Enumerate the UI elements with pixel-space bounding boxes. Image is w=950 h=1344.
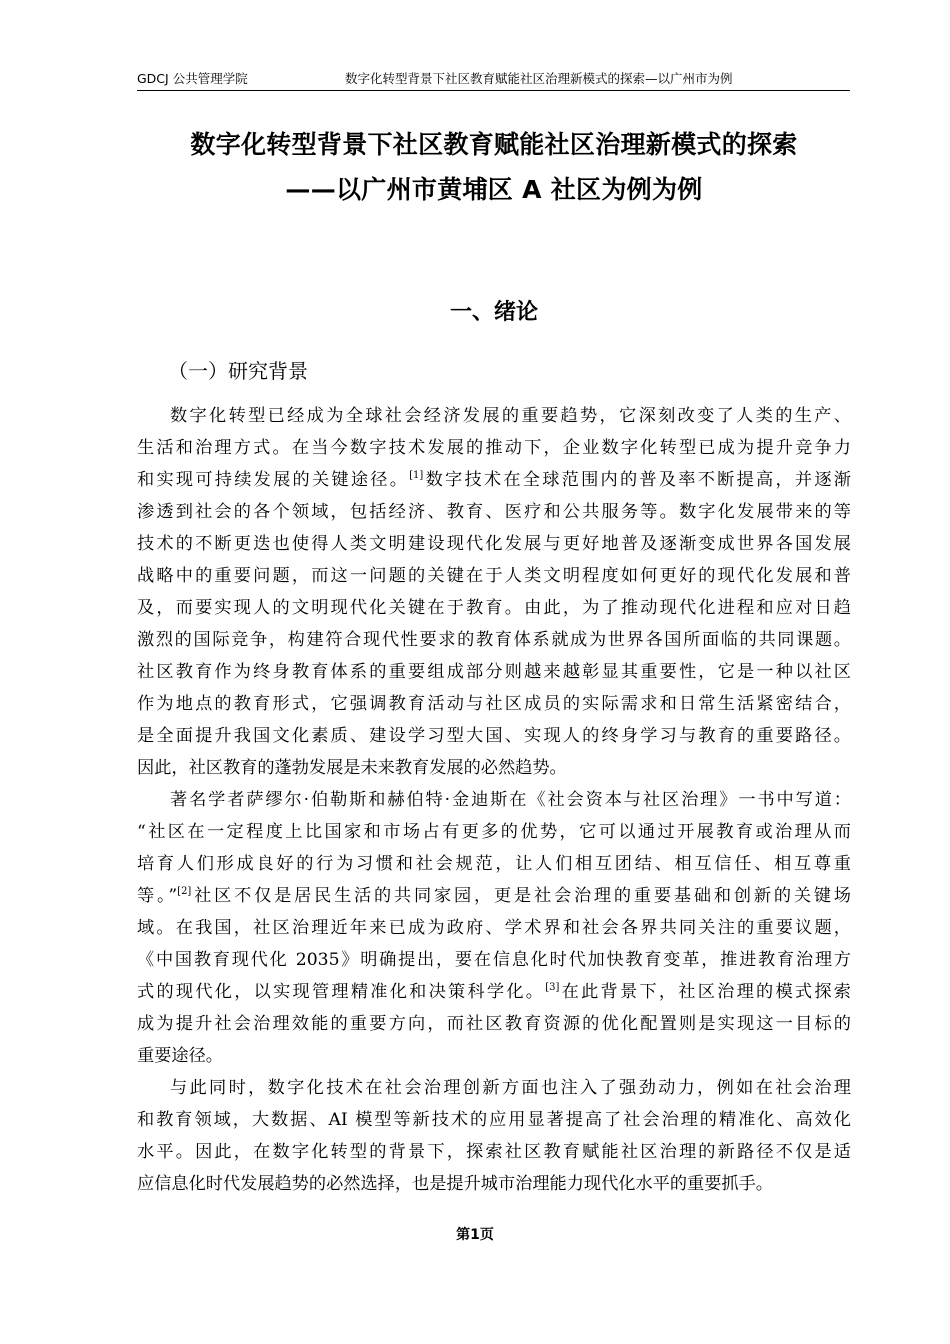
header-institution: GDCJ 公共管理学院 bbox=[137, 71, 248, 86]
body-text-line: 作为地点的教育形式，它强调教育活动与社区成员的实际需求和日常生活紧密结合， bbox=[137, 694, 851, 714]
body-text-line: 成为提升社会治理效能的重要方向，而社区教育资源的优化配置则是实现这一目标的 bbox=[137, 1014, 851, 1034]
body-text-line: 社区教育作为终身教育体系的重要组成部分则越来越彰显其重要性，它是一种以社区 bbox=[137, 662, 851, 682]
body-text-line: 应信息化时代发展趋势的必然选择，也是提升城市治理能力现代化水平的重要抓手。 bbox=[137, 1174, 773, 1194]
body-text-line: 战略中的重要问题，而这一问题的关键在于人类文明程度如何更好的现代化发展和普 bbox=[137, 566, 851, 586]
body-text-line: 式的现代化，以实现管理精准化和决策科学化。[3]在此背景下，社区治理的模式探索 bbox=[137, 982, 851, 1002]
section-heading: 一、绪论 bbox=[449, 300, 538, 325]
body-text-line: 数字化转型已经成为全球社会经济发展的重要趋势，它深刻改变了人类的生产、 bbox=[170, 406, 851, 426]
running-header bbox=[137, 70, 850, 91]
body-text-line: 等。”[2]社区不仅是居民生活的共同家园，更是社会治理的重要基础和创新的关键场 bbox=[137, 886, 851, 906]
body-text-line: 著名学者萨缪尔·伯勒斯和赫伯特·金迪斯在《社会资本与社区治理》一书中写道： bbox=[170, 790, 851, 810]
header-paper-title: 数字化转型背景下社区教育赋能社区治理新模式的探索—以广州市为例 bbox=[345, 71, 733, 86]
body-text-line: 和实现可持续发展的关键途径。[1]数字技术在全球范围内的普及率不断提高，并逐渐 bbox=[137, 470, 851, 490]
body-text-line: 是全面提升我国文化素质、建设学习型大国、实现人的终身学习与教育的重要路径。 bbox=[137, 726, 851, 746]
body-text-line: 渗透到社会的各个领域，包括经济、教育、医疗和公共服务等。数字化发展带来的等 bbox=[137, 502, 851, 522]
citation-marker: [2] bbox=[177, 886, 192, 897]
body-text-line: 技术的不断更迭也使得人类文明建设现代化发展与更好地普及逐渐变成世界各国发展 bbox=[137, 534, 851, 554]
document-title: 数字化转型背景下社区教育赋能社区治理新模式的探索 bbox=[190, 130, 798, 159]
body-text-line: “社区在一定程度上比国家和市场占有更多的优势，它可以通过开展教育或治理从而 bbox=[137, 822, 851, 842]
document-subtitle: ——以广州市黄埔区 A 社区为例为例 bbox=[285, 175, 703, 204]
subsection-heading: （一）研究背景 bbox=[168, 359, 308, 383]
body-text-line: 域。在我国，社区治理近年来已成为政府、学术界和社会各界共同关注的重要议题， bbox=[137, 918, 851, 938]
body-text-line: 生活和治理方式。在当今数字技术发展的推动下，企业数字化转型已成为提升竞争力 bbox=[137, 438, 851, 458]
body-text-line: 与此同时，数字化技术在社会治理创新方面也注入了强劲动力，例如在社会治理 bbox=[170, 1078, 851, 1098]
page-number: 第1页 bbox=[456, 1227, 494, 1243]
citation-marker: [3] bbox=[545, 982, 560, 993]
body-text-line: 激烈的国际竞争，构建符合现代性要求的教育体系就成为世界各国所面临的共同课题。 bbox=[137, 630, 851, 650]
body-text-line: 培育人们形成良好的行为习惯和社会规范，让人们相互团结、相互信任、相互尊重 bbox=[137, 854, 851, 874]
body-text-line: 重要途径。 bbox=[137, 1046, 223, 1066]
body-text-line: 水平。因此，在数字化转型的背景下，探索社区教育赋能社区治理的新路径不仅是适 bbox=[137, 1142, 851, 1162]
body-text-line: 和教育领域，大数据、AI 模型等新技术的应用显著提高了社会治理的精准化、高效化 bbox=[137, 1110, 851, 1130]
citation-marker: [1] bbox=[409, 470, 424, 481]
body-text-line: 因此，社区教育的蓬勃发展是未来教育发展的必然趋势。 bbox=[137, 758, 567, 778]
body-text-line: 《中国教育现代化 2035》明确提出，要在信息化时代加快教育变革，推进教育治理方 bbox=[137, 950, 851, 970]
body-text-line: 及，而要实现人的文明现代化关键在于教育。由此，为了推动现代化进程和应对日趋 bbox=[137, 598, 851, 618]
